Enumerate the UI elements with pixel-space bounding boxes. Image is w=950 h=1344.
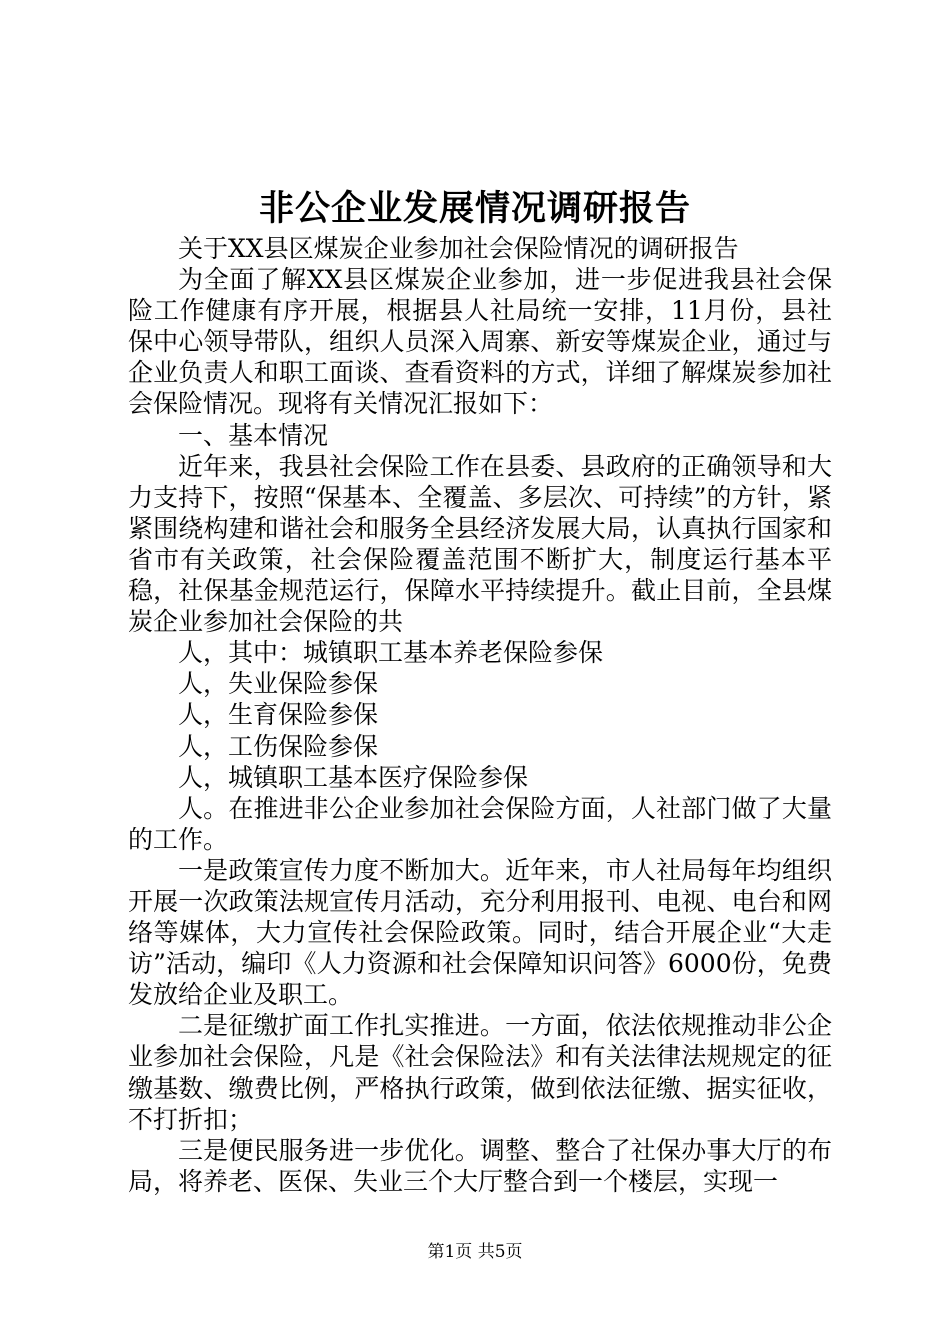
- body-paragraph: 人，生育保险参保: [178, 700, 379, 730]
- document-title: 非公企业发展情况调研报告: [258, 188, 691, 229]
- body-paragraph: 关于XX县区煤炭企业参加社会保险情况的调研报告: [178, 234, 739, 263]
- body-paragraph: 人。在推进非公企业参加社会保险方面，人社部门做了大量的工作。: [128, 793, 832, 854]
- section-heading: 一、基本情况: [178, 420, 329, 450]
- body-paragraph: 三是便民服务进一步优化。调整、整合了社保办事大厅的布局，将养老、医保、失业三个大厅整合到一个楼层，实现一: [128, 1135, 832, 1196]
- body-paragraph: 为全面了解XX县区煤炭企业参加，进一步促进我县社会保险工作健康有序开展，根据县人社局统一安排，11月份，县社保中心领导带队，组织人员深入周寨、新安等煤炭企业，通过与企业负责人和职工面谈、查看资料的方式，详细了解煤炭参加社会保险情况。现将有关情况汇报如下：: [128, 265, 832, 419]
- page-number-footer: 第1页 共5页: [427, 1242, 523, 1262]
- document-body: [128, 233, 832, 1197]
- body-paragraph: 人，城镇职工基本医疗保险参保: [178, 762, 529, 792]
- body-paragraph: 人，其中：城镇职工基本养老保险参保: [178, 638, 604, 668]
- body-paragraph: 一是政策宣传力度不断加大。近年来，市人社局每年均组织开展一次政策法规宣传月活动，充分利用报刊、电视、电台和网络等媒体，大力宣传社会保险政策。同时，结合开展企业“大走访”活动，编印《人力资源和社会保障知识问答》6000份，免费发放给企业及职工。: [128, 855, 832, 1010]
- body-paragraph: 二是征缴扩面工作扎实推进。一方面，依法依规推动非公企业参加社会保险，凡是《社会保险法》和有关法律法规规定的征缴基数、缴费比例，严格执行政策，做到依法征缴、据实征收，不打折扣；: [128, 1011, 832, 1134]
- body-paragraph: 人，失业保险参保: [178, 669, 379, 699]
- body-paragraph: 人，工伤保险参保: [178, 731, 379, 761]
- body-paragraph: 近年来，我县社会保险工作在县委、县政府的正确领导和大力支持下，按照“保基本、全覆盖、多层次、可持续”的方针，紧紧围绕构建和谐社会和服务全县经济发展大局，认真执行国家和省市有关政策，社会保险覆盖范围不断扩大，制度运行基本平稳，社保基金规范运行，保障水平持续提升。截止目前，全县煤炭企业参加社会保险的共: [128, 451, 832, 637]
